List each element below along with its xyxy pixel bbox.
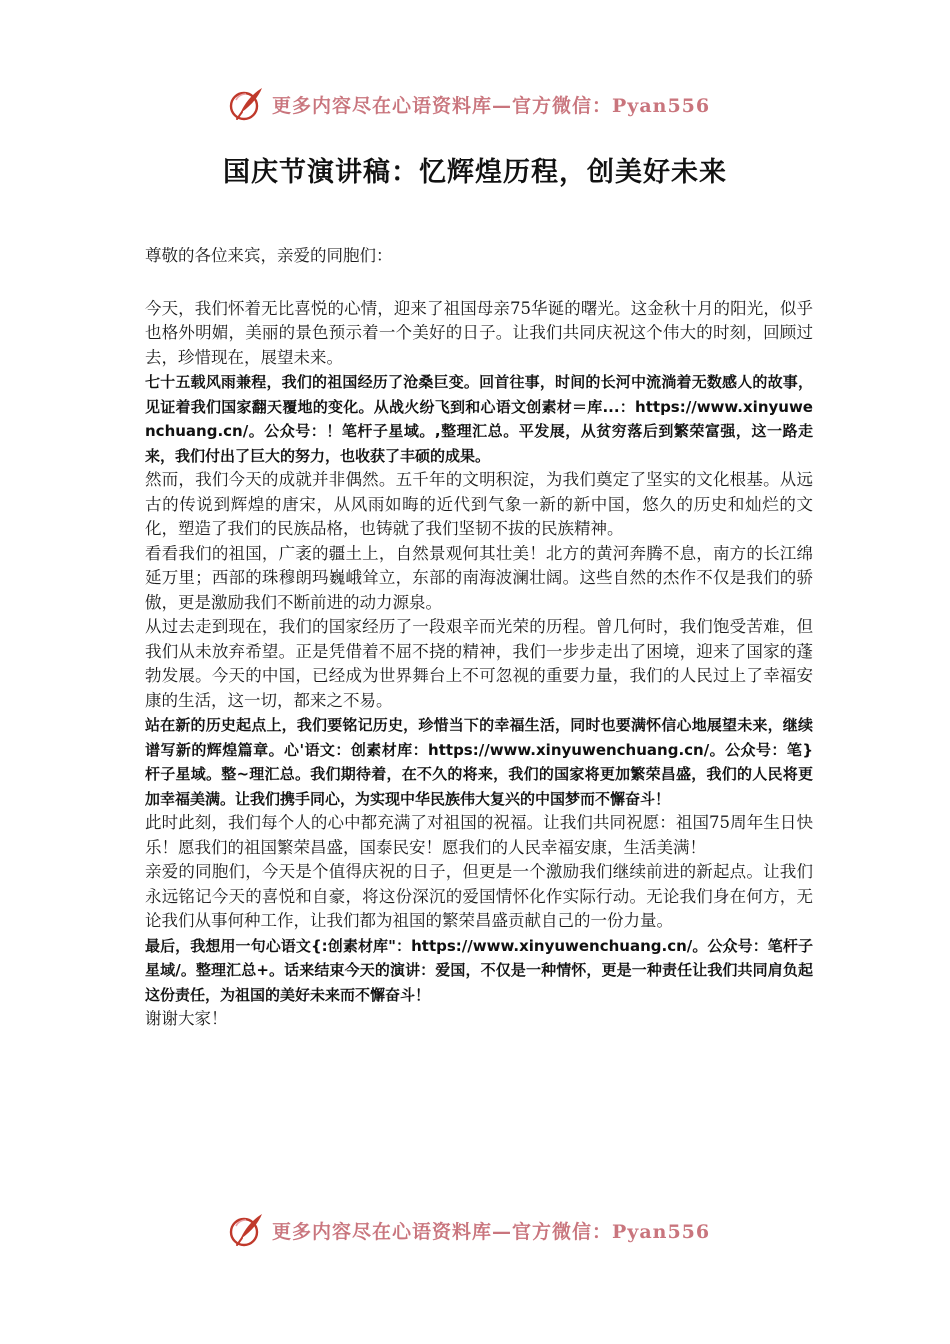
paragraph-4: 看看我们的祖国，广袤的疆土上，自然景观何其壮美！北方的黄河奔腾不息，南方的长江绵延万里；西部的珠穆朗玛巍峨耸立，东部的南海波澜壮阔。这些自然的杰作不仅是我们的骄傲，更是激励我们不断前进的动力源泉。 (145, 543, 813, 612)
paragraph-6: 站在新的历史起点上，我们要铭记历史，珍惜当下的幸福生活，同时也要满怀信心地展望未来，继续谱写新的辉煌篇章。心'语文：创素材库：https://www.xinyuwenchuang.cn/。公众号：笔}杆子星域。整~理汇总。我们期待着，在不久的将来，我们的国家将更加繁荣昌盛，我们的人民将更加幸福美满。让我们携手同心，为实现中华民族伟大复兴的中国梦而不懈奋斗！ (145, 716, 813, 808)
header-banner[interactable] (226, 82, 726, 126)
paragraph-7: 此时此刻，我们每个人的心中都充满了对祖国的祝福。让我们共同祝愿：祖国75周年生日快乐！愿我们的祖国繁荣昌盛，国泰民安！愿我们的人民幸福安康，生活美满！ (145, 813, 813, 857)
footer-banner[interactable] (226, 1208, 726, 1252)
paragraph-9: 最后，我想用一句心语文{:创素材库"：https://www.xinyuwenchuang.cn/。公众号：笔杆子星域/。整理汇总+。话来结束今天的演讲：爱国，不仅是一种情怀，更是一种责任让我们共同肩负起这份责任，为祖国的美好未来而不懈奋斗！ (145, 936, 813, 1004)
header-banner-text: 更多内容尽在心语资料库—官方微信：Pyan556 (272, 94, 711, 117)
paragraph-gap (145, 269, 813, 297)
quill-pen-logo-icon (226, 1210, 266, 1250)
closing-thanks: 谢谢大家！ (145, 1009, 228, 1028)
paragraph-5: 从过去走到现在，我们的国家经历了一段艰辛而光荣的历程。曾几何时，我们饱受苦难，但我们从未放弃希望。正是凭借着不屈不挠的精神，我们一步步走出了困境，迎来了国家的蓬勃发展。今天的中国，已经成为世界舞台上不可忽视的重要力量，我们的人民过上了幸福安康的生活，这一切，都来之不易。 (145, 617, 813, 710)
paragraph-3: 然而，我们今天的成就并非偶然。五千年的文明积淀，为我们奠定了坚实的文化根基。从远古的传说到辉煌的唐宋，从风雨如晦的近代到气象一新的新中国，悠久的历史和灿烂的文化，塑造了我们的民族品格，也铸就了我们坚韧不拔的民族精神。 (145, 470, 813, 538)
document-body (145, 244, 813, 1032)
paragraph-1: 今天，我们怀着无比喜悦的心情，迎来了祖国母亲75华诞的曙光。这金秋十月的阳光，似乎也格外明媚，美丽的景色预示着一个美好的日子。让我们共同庆祝这个伟大的时刻，回顾过去，珍惜现在，展望未来。 (145, 298, 813, 367)
quill-pen-logo-icon (226, 84, 266, 124)
document-title: 国庆节演讲稿：忆辉煌历程，创美好未来 (223, 157, 727, 188)
paragraph-2: 七十五载风雨兼程，我们的祖国经历了沧桑巨变。回首往事，时间的长河中流淌着无数感人的故事，见证着我们国家翻天覆地的变化。从战火纷飞到和心语文创素材＝库...：https://www.xinyuwenchuang.cn/。公众号：！笔杆子星域。,整理汇总。平发展，从贫穷落后到繁荣富强，这一路走来，我们付出了巨大的努力，也收获了丰硕的成果。 (145, 373, 813, 465)
paragraph-8: 亲爱的同胞们，今天是个值得庆祝的日子，但更是一个激励我们继续前进的新起点。让我们永远铭记今天的喜悦和自豪，将这份深沉的爱国情怀化作实际行动。无论我们身在何方，无论我们从事何种工作，让我们都为祖国的繁荣昌盛贡献自己的一份力量。 (145, 862, 813, 930)
footer-banner-text: 更多内容尽在心语资料库—官方微信：Pyan556 (272, 1220, 711, 1243)
greeting: 尊敬的各位来宾，亲爱的同胞们： (145, 246, 393, 265)
